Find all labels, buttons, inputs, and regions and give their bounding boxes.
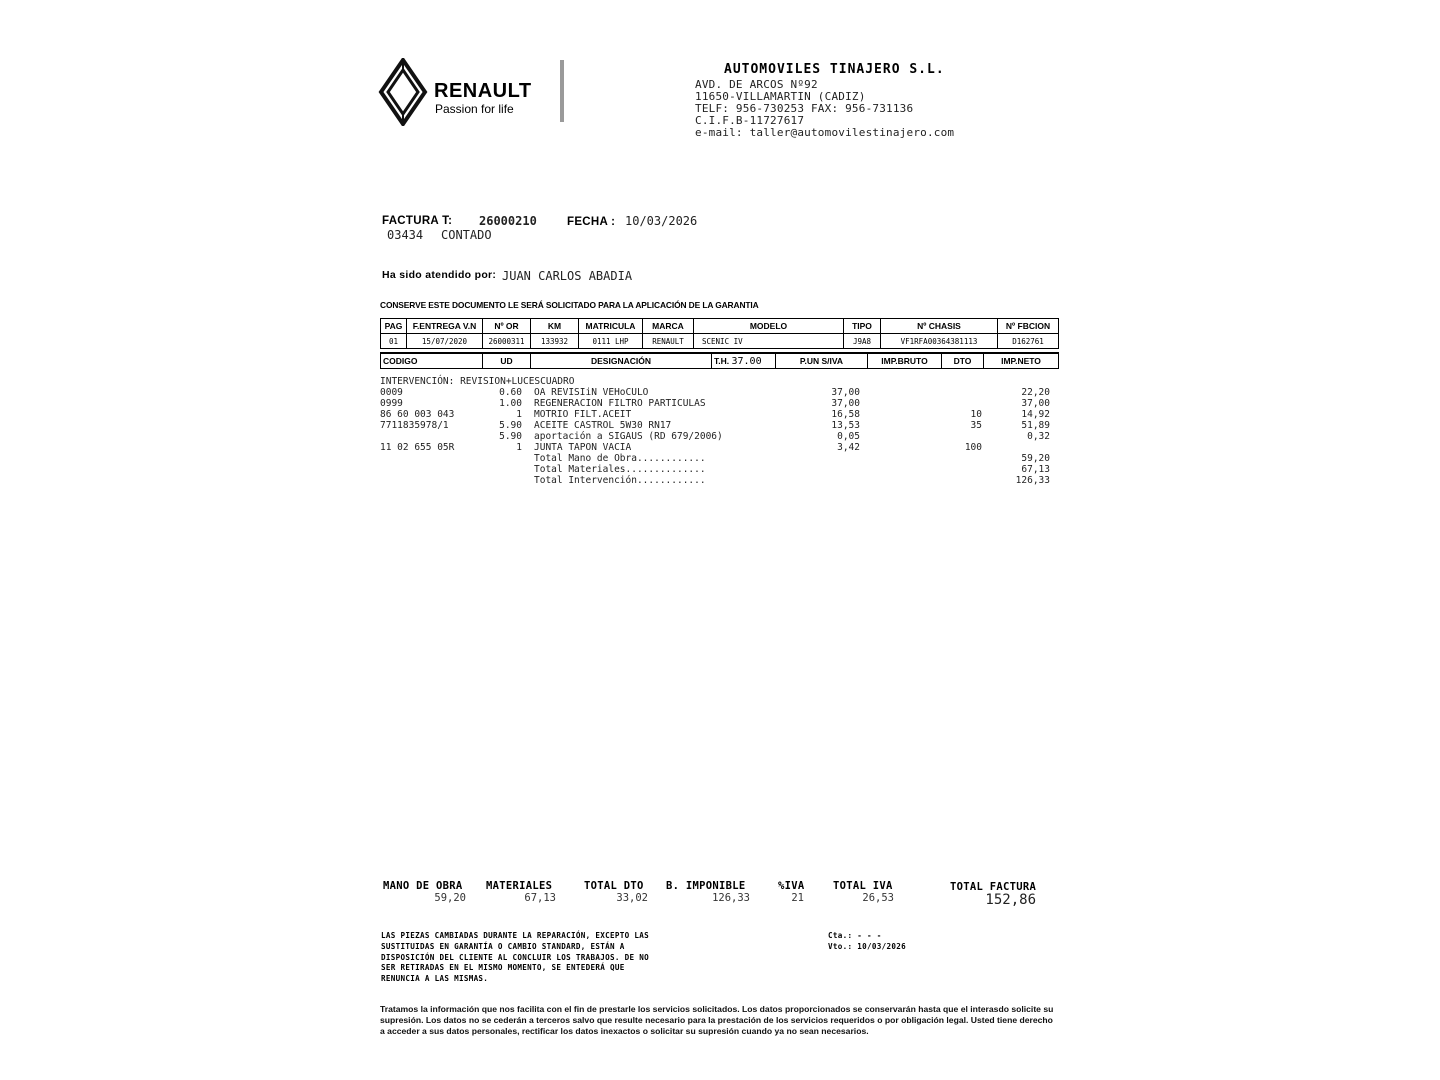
company-address: AVD. DE ARCOS Nº92: [695, 78, 818, 91]
header-n-or: Nº OR: [483, 319, 531, 334]
line-dto: 100: [964, 442, 982, 453]
line-price: 16,58: [831, 409, 860, 420]
header-ud: UD: [483, 353, 531, 369]
value-n-or: 26000311: [483, 334, 531, 349]
line-code: 86 60 003 043: [380, 409, 455, 420]
subtotal-value: 59,20: [1021, 453, 1050, 464]
company-city: 11650-VILLAMARTIN (CADIZ): [695, 90, 866, 103]
header-pag: PAG: [381, 319, 407, 334]
mano-obra-value: 59,20: [434, 892, 466, 904]
line-dto: 10: [970, 409, 982, 420]
header-dto: DTO: [942, 353, 984, 369]
brand-name: RENAULT: [434, 80, 532, 102]
line-code: 11 02 655 05R: [380, 442, 455, 453]
line-ud: 1: [516, 409, 522, 420]
line-dto: 35: [970, 420, 982, 431]
vto-label: Vto.:: [828, 941, 853, 951]
header-th: [712, 353, 776, 369]
th-value: 37.00: [731, 355, 762, 367]
mano-obra-label: MANO DE OBRA: [383, 880, 463, 892]
subtotal-label: Total Intervención............: [534, 475, 706, 486]
vto-value: 10/03/2026: [857, 941, 906, 951]
line-price: 37,00: [831, 387, 860, 398]
total-iva-label: TOTAL IVA: [833, 880, 893, 892]
line-desc: OA REVISIiN VEHoCULO: [534, 387, 649, 398]
invoice-date: 10/03/2026: [625, 214, 698, 228]
header-fbcion: Nº FBCION: [998, 319, 1059, 334]
header-marca: MARCA: [643, 319, 694, 334]
value-km: 133932: [531, 334, 579, 349]
header-imp-neto: IMP.NETO: [984, 353, 1059, 369]
invoice-number: 26000210: [479, 214, 537, 228]
subtotal-label: Total Mano de Obra............: [534, 453, 706, 464]
legal-line: Tratamos la información que nos facilita con el fin de prestarle los servicios solicitados. Los datos proporcionados se conservarán hasta que el interasdo solicite su: [380, 1004, 1054, 1014]
vehicle-table: [380, 318, 1059, 349]
subtotal-value: 67,13: [1021, 464, 1050, 475]
iva-pct-value: 21: [791, 892, 804, 904]
line-price: 13,53: [831, 420, 860, 431]
invoice-date-label: FECHA :: [567, 216, 616, 228]
warranty-notice: CONSERVE ESTE DOCUMENTO LE SERÁ SOLICITADO PARA LA APLICACIÓN DE LA GARANTIA: [380, 300, 759, 310]
header-designacion: DESIGNACIÓN: [531, 353, 712, 369]
parts-notice-line: SER RETIRADAS EN EL MISMO MOMENTO, SE ENTEDERÁ QUE: [381, 963, 625, 973]
legal-line: supresión. Los datos no se cederán a terceros salvo que resulte necesario para la prestación de los servicios requeridos o por obligación legal. Usted tiene derecho: [380, 1014, 1053, 1025]
line-code: 0009: [380, 387, 403, 398]
line-ud: 1.00: [499, 398, 522, 409]
header-matricula: MATRICULA: [579, 319, 643, 334]
cta-value: - - -: [857, 931, 882, 940]
payment-type: CONTADO: [441, 228, 492, 242]
materiales-label: MATERIALES: [486, 880, 553, 892]
intervention-title: INTERVENCIÓN: REVISION+LUCESCUADRO: [380, 376, 575, 387]
header-f-entrega: F.ENTREGA V.N: [407, 319, 483, 334]
total-dto-label: TOTAL DTO: [584, 880, 644, 892]
value-marca: RENAULT: [643, 334, 694, 349]
line-net: 51,89: [1021, 420, 1050, 431]
parts-notice-line: LAS PIEZAS CAMBIADAS DURANTE LA REPARACIÓN, EXCEPTO LAS: [381, 931, 649, 940]
company-cif: C.I.F.B-11727617: [695, 114, 805, 127]
attended-label: Ha sido atendido por:: [382, 269, 497, 281]
value-modelo: SCENIC IV: [694, 334, 844, 349]
company-phone: TELF: 956-730253 FAX: 956-731136: [695, 102, 914, 115]
line-code: 7711835978/1: [380, 420, 449, 431]
line-ud: 5.90: [499, 431, 522, 442]
header-modelo: MODELO: [694, 319, 844, 334]
account-info: [828, 931, 906, 953]
value-fbcion: D162761: [998, 334, 1059, 349]
invoice-number-label: FACTURA T:: [382, 215, 453, 227]
parts-notice-line: SUSTITUIDAS EN GARANTÍA O CAMBIO STANDARD, ESTÁN A: [381, 941, 625, 951]
line-price: 0,05: [837, 431, 860, 442]
account-vto: [828, 942, 906, 953]
line-code: 0999: [380, 398, 403, 409]
subtotal-label: Total Materiales..............: [534, 464, 706, 475]
value-chasis: VF1RFA00364381113: [881, 334, 998, 349]
value-pag: 01: [381, 334, 407, 349]
parts-notice: [381, 931, 649, 985]
line-net: 14,92: [1021, 409, 1050, 420]
total-factura-value: 152,86: [985, 892, 1036, 908]
line-net: 22,20: [1021, 387, 1050, 398]
header-codigo: CODIGO: [381, 353, 483, 369]
vehicle-header-row: [381, 319, 1059, 334]
legal-notice: [380, 1004, 1053, 1037]
value-tipo: J9A8: [844, 334, 881, 349]
line-desc: MOTRIO FILT.ACEIT: [534, 409, 632, 420]
lines-header-row: [381, 353, 1059, 369]
header-tipo: TIPO: [844, 319, 881, 334]
line-price: 3,42: [837, 442, 860, 453]
attended-by: JUAN CARLOS ABADIA: [502, 269, 633, 283]
vehicle-values-row: [381, 334, 1059, 349]
header-chasis: Nº CHASIS: [881, 319, 998, 334]
parts-notice-line: RENUNCIA A LAS MISMAS.: [381, 974, 489, 984]
company-name: AUTOMOVILES TINAJERO S.L.: [724, 62, 945, 77]
base-imponible-label: B. IMPONIBLE: [666, 880, 746, 892]
renault-diamond-icon: [378, 58, 428, 126]
header-p-un: P.UN S/IVA: [776, 353, 868, 369]
base-imponible-value: 126,33: [712, 892, 750, 904]
line-desc: ACEITE CASTROL 5W30 RN17: [534, 420, 672, 431]
line-desc: JUNTA TAPON VACIA: [534, 442, 632, 453]
brand-tagline: Passion for life: [435, 102, 514, 116]
line-desc: REGENERACION FILTRO PARTICULAS: [534, 398, 706, 409]
parts-notice-line: DISPOSICIÓN DEL CLIENTE AL CONCLUIR LOS TRABAJOS. DE NO: [381, 952, 649, 962]
total-iva-value: 26,53: [862, 892, 894, 904]
lines-header-table: [380, 352, 1059, 369]
value-matricula: 0111 LHP: [579, 334, 643, 349]
th-label: T.H.: [714, 355, 730, 366]
renault-logo: [378, 58, 568, 128]
iva-pct-label: %IVA: [778, 880, 805, 892]
client-code: 03434: [387, 228, 424, 242]
line-ud: 0.60: [499, 387, 522, 398]
total-dto-value: 33,02: [616, 892, 648, 904]
line-net: 0,32: [1027, 431, 1050, 442]
header-divider: [560, 60, 564, 122]
line-price: 37,00: [831, 398, 860, 409]
cta-label: Cta.:: [828, 931, 853, 940]
total-factura-label: TOTAL FACTURA: [950, 881, 1037, 893]
header-km: KM: [531, 319, 579, 334]
line-ud: 5.90: [499, 420, 522, 431]
value-f-entrega: 15/07/2020: [407, 334, 483, 349]
account-cta: [828, 931, 906, 942]
header-imp-bruto: IMP.BRUTO: [868, 353, 942, 369]
line-net: 37,00: [1021, 398, 1050, 409]
line-ud: 1: [516, 442, 522, 453]
legal-line: a acceder a sus datos personales, rectificar los datos inexactos o solicitar su supresión cuando ya no sean necesarios.: [380, 1025, 869, 1036]
company-email: e-mail: taller@automovilestinajero.com: [695, 126, 955, 139]
line-desc: aportación a SIGAUS (RD 679/2006): [534, 431, 723, 442]
subtotal-value: 126,33: [1015, 475, 1050, 486]
materiales-value: 67,13: [524, 892, 556, 904]
